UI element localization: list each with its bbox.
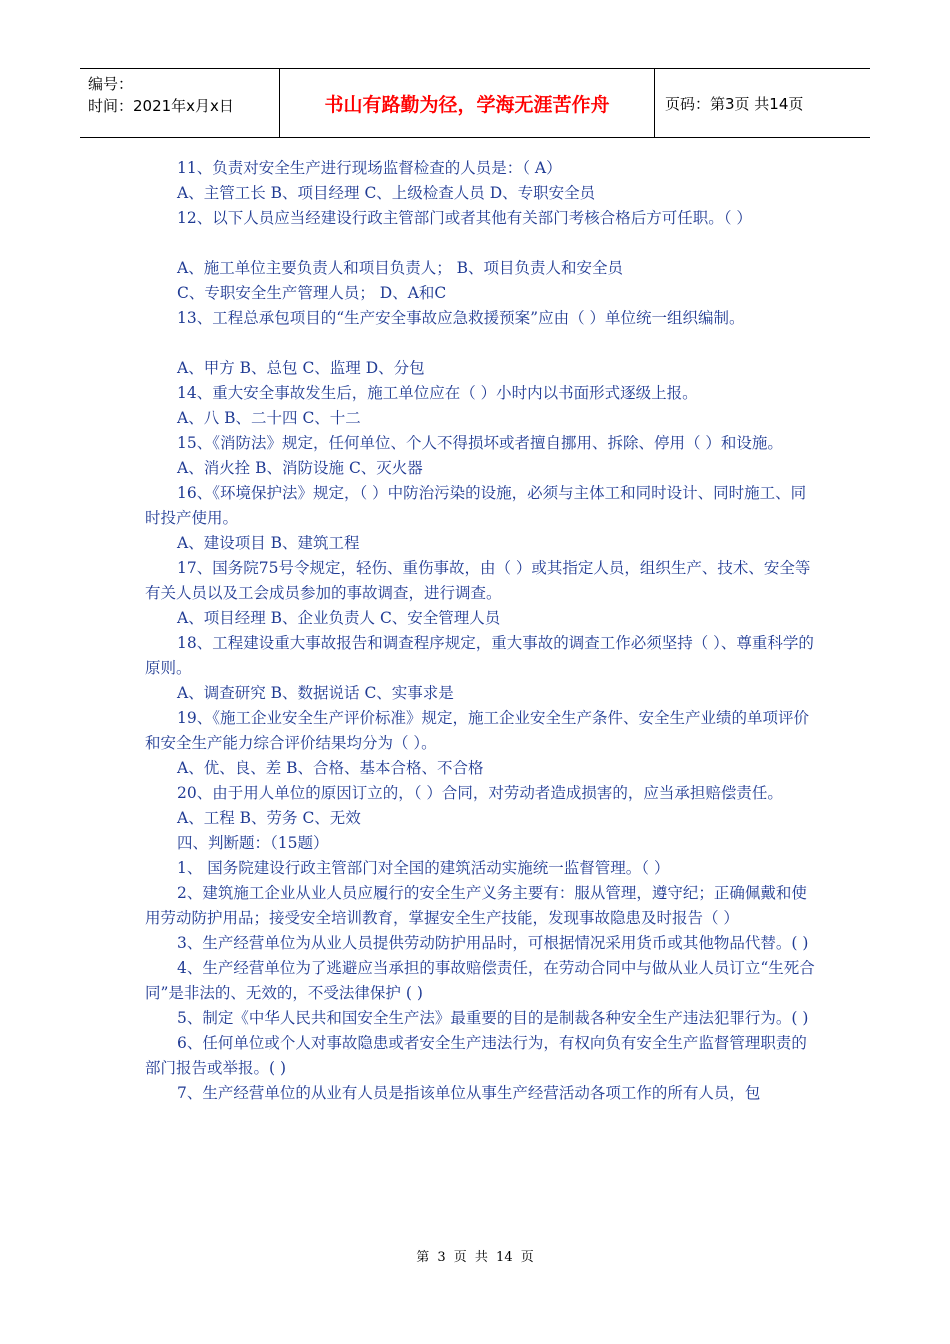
- text-line: A、工程 B、劳务 C、无效: [177, 809, 361, 827]
- text-line: 13、工程总承包项目的“生产安全事故应急救援预案”应由（ ）单位统一组织编制。: [177, 309, 745, 327]
- header-page-info: 页码：第3页 共14页: [665, 94, 804, 113]
- text-line: 14、重大安全事故发生后，施工单位应在（ ）小时内以书面形式逐级上报。: [177, 384, 698, 402]
- text-line: 2、建筑施工企业从业人员应履行的安全生产义务主要有：服从管理，遵守纪；正确佩戴和使用劳动防护用品；接受安全培训教育，掌握安全生产技能，发现事故隐患及时报告（ ）: [145, 884, 807, 927]
- text-line: 1、 国务院建设行政主管部门对全国的建筑活动实施统一监督管理。（ ）: [177, 859, 670, 877]
- text-line: A、建设项目 B、建筑工程: [177, 534, 360, 552]
- header-motto: 书山有路勤为径，学海无涯苦作舟: [280, 69, 655, 137]
- text-line: 15、《消防法》规定，任何单位、个人不得损坏或者擅自挪用、拆除、停用（ ）和设施。: [177, 434, 783, 452]
- text-line: 4、生产经营单位为了逃避应当承担的事故赔偿责任，在劳动合同中与做从业人员订立“生死合同”是非法的、无效的，不受法律保护 ( ): [145, 959, 815, 1002]
- time-label: 时间：2021年x月x日: [88, 97, 234, 115]
- text-line: 19、《施工企业安全生产评价标准》规定，施工企业安全生产条件、安全生产业绩的单项评价和安全生产能力综合评价结果均分为（ ）。: [145, 709, 809, 752]
- text-line: 6、任何单位或个人对事故隐患或者安全生产违法行为，有权向负有安全生产监督管理职责的部门报告或举报。( ): [145, 1034, 807, 1077]
- header-meta: [80, 69, 280, 137]
- text-line: 四、判断题：（15题）: [177, 834, 329, 852]
- text-line: A、施工单位主要负责人和项目负责人； B、项目负责人和安全员: [177, 259, 624, 277]
- text-line: 20、由于用人单位的原因订立的，（ ）合同，对劳动者造成损害的，应当承担赔偿责任。: [177, 784, 783, 802]
- page-footer: 第 3 页 共 14 页: [416, 1250, 534, 1265]
- text-line: 3、生产经营单位为从业人员提供劳动防护用品时，可根据情况采用货币或其他物品代替。( ): [177, 934, 809, 952]
- text-line: 5、制定《中华人民共和国安全生产法》最重要的目的是制裁各种安全生产违法犯罪行为。( ): [177, 1009, 809, 1027]
- text-line: 16、《环境保护法》规定，（ ）中防治污染的设施，必须与主体工和同时设计、同时施工、同时投产使用。: [145, 484, 807, 527]
- text-line: A、消火拴 B、消防设施 C、灭火器: [177, 459, 423, 477]
- document-body: [145, 156, 820, 1106]
- text-line: [145, 331, 820, 356]
- number-label: 编号：: [88, 75, 134, 93]
- text-line: 17、国务院75号令规定，轻伤、重伤事故，由（ ）或其指定人员，组织生产、技术、安全等有关人员以及工会成员参加的事故调查，进行调查。: [145, 559, 811, 602]
- text-line: 18、工程建设重大事故报告和调查程序规定，重大事故的调查工作必须坚持（ ）、尊重科学的原则。: [145, 634, 814, 677]
- text-line: A、优、良、差 B、合格、基本合格、不合格: [177, 759, 484, 777]
- text-line: A、调查研究 B、数据说话 C、实事求是: [177, 684, 454, 702]
- text-line: 12、以下人员应当经建设行政主管部门或者其他有关部门考核合格后方可任职。（ ）: [177, 209, 752, 227]
- text-line: A、八 B、二十四 C、十二: [177, 409, 361, 427]
- page-header: [80, 68, 870, 138]
- text-line: 7、生产经营单位的从业有人员是指该单位从事生产经营活动各项工作的所有人员，包: [177, 1084, 761, 1102]
- text-line: A、主管工长 B、项目经理 C、上级检查人员 D、专职安全员: [177, 184, 596, 202]
- text-line: A、项目经理 B、企业负责人 C、安全管理人员: [177, 609, 501, 627]
- text-line: C、专职安全生产管理人员； D、A和C: [177, 284, 447, 302]
- text-line: [145, 231, 820, 256]
- text-line: 11、负责对安全生产进行现场监督检查的人员是：（ A）: [177, 159, 562, 177]
- text-line: A、甲方 B、总包 C、监理 D、分包: [177, 359, 425, 377]
